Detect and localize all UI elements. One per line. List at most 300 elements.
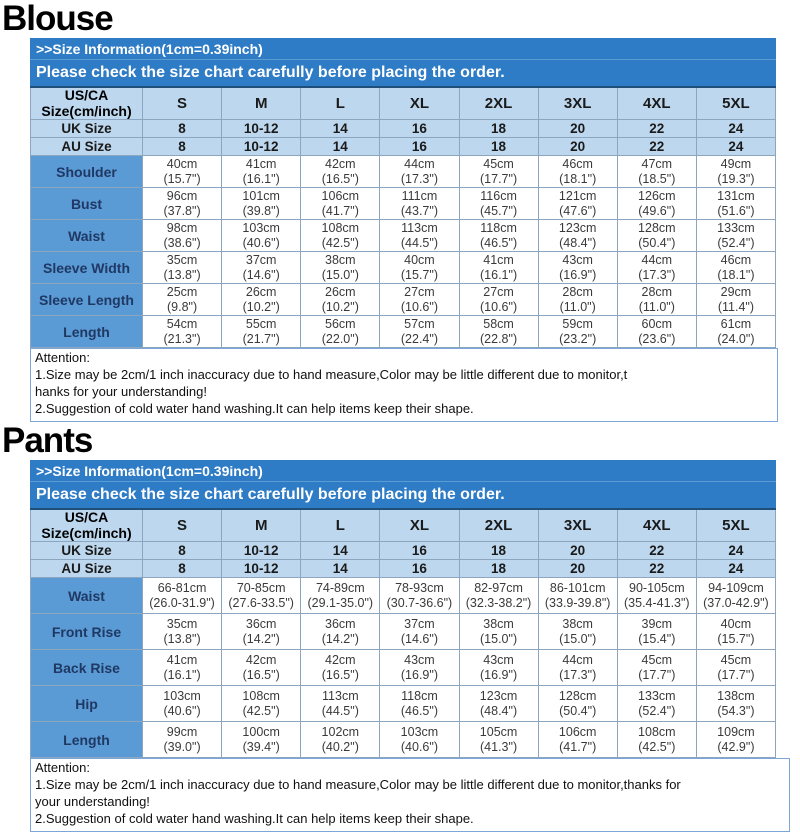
measure-cm-value: 49cm bbox=[720, 156, 752, 171]
measure-cell bbox=[222, 188, 301, 220]
measure-cm-value: 55cm bbox=[245, 316, 277, 331]
measure-inch-value: (24.0") bbox=[717, 331, 755, 346]
measure-cm-value: 106cm bbox=[558, 724, 597, 739]
au-size-row-value: 16 bbox=[380, 560, 459, 578]
measure-inch-value: (18.1") bbox=[717, 267, 755, 282]
corner-header bbox=[31, 509, 143, 542]
measure-cm-value: 44cm bbox=[404, 156, 435, 171]
measure-inch-value: (17.7") bbox=[717, 667, 755, 682]
measure-cm-value: 47cm bbox=[641, 156, 673, 171]
measure-cm-value: 128cm bbox=[558, 688, 597, 703]
measure-cm-value: 94-109cm bbox=[708, 580, 764, 595]
measure-inch-value: (23.2") bbox=[559, 331, 597, 346]
measure-inch-value: (21.7") bbox=[242, 331, 280, 346]
measure-cell bbox=[459, 220, 538, 252]
measure-cm-value: 37cm bbox=[245, 252, 277, 267]
measure-cm-value: 131cm bbox=[717, 188, 755, 203]
uk-size-row-value: 10-12 bbox=[222, 542, 301, 560]
uk-size-row-label: UK Size bbox=[31, 120, 143, 138]
measure-cm-value: 103cm bbox=[163, 688, 201, 703]
measure-cm-value: 25cm bbox=[166, 284, 198, 299]
measure-inch-value: (15.0") bbox=[480, 631, 518, 646]
measure-inch-value: (18.1") bbox=[559, 171, 597, 186]
measure-inch-value: (18.5") bbox=[638, 171, 676, 186]
measure-inch-value: (11.4") bbox=[717, 299, 755, 314]
measure-cm-value: 82-97cm bbox=[474, 580, 523, 595]
measure-cell bbox=[617, 686, 696, 722]
measure-cm-value: 118cm bbox=[401, 688, 438, 703]
uk-size-row-value: 16 bbox=[380, 542, 459, 560]
measure-cm-value: 113cm bbox=[322, 688, 359, 703]
measure-inch-value: (13.8") bbox=[163, 267, 201, 282]
measure-row bbox=[31, 722, 776, 758]
uk-size-row-value: 20 bbox=[538, 120, 617, 138]
measure-label: Sleeve Length bbox=[31, 284, 143, 316]
measure-cm-value: 78-93cm bbox=[395, 580, 444, 595]
measure-cell bbox=[222, 686, 301, 722]
measure-cm-value: 123cm bbox=[558, 220, 597, 235]
measure-cell bbox=[222, 316, 301, 348]
measure-cell bbox=[301, 284, 380, 316]
measure-inch-value: (17.3") bbox=[638, 267, 676, 282]
blouse-title: Blouse bbox=[2, 0, 113, 38]
au-size-row-label: AU Size bbox=[31, 138, 143, 156]
measure-cm-value: 74-89cm bbox=[315, 580, 365, 595]
measure-inch-value: (17.7") bbox=[480, 171, 518, 186]
attention-line: Attention: bbox=[35, 760, 90, 776]
au-size-row-value: 10-12 bbox=[222, 560, 301, 578]
measure-cm-value: 70-85cm bbox=[236, 580, 286, 595]
measure-inch-value: (16.1") bbox=[163, 667, 201, 682]
measure-cell bbox=[301, 220, 380, 252]
measure-cm-value: 126cm bbox=[638, 188, 676, 203]
measure-cell bbox=[538, 578, 617, 614]
measure-cm-value: 41cm bbox=[245, 156, 277, 171]
uk-size-row-value: 14 bbox=[301, 120, 380, 138]
measure-cell bbox=[696, 686, 775, 722]
measure-inch-value: (49.6") bbox=[638, 203, 676, 218]
uk-size-row bbox=[31, 120, 776, 138]
measure-inch-value: (54.3") bbox=[717, 703, 755, 718]
measure-inch-value: (10.2") bbox=[321, 299, 359, 314]
au-size-row-value: 8 bbox=[143, 560, 222, 578]
measure-cm-value: 96cm bbox=[166, 188, 198, 203]
measure-cm-value: 27cm bbox=[404, 284, 435, 299]
pants-attention-note bbox=[30, 758, 790, 832]
size-col-header: 4XL bbox=[617, 87, 696, 120]
measure-cm-value: 28cm bbox=[562, 284, 593, 299]
measure-inch-value: (42.5") bbox=[242, 703, 280, 718]
measure-cell bbox=[617, 252, 696, 284]
measure-row bbox=[31, 220, 776, 252]
attention-line: 2.Suggestion of cold water hand washing.It can help items keep their shape. bbox=[35, 810, 474, 826]
blouse-size-info-header: >>Size Information(1cm=0.39inch) bbox=[30, 38, 776, 60]
size-col-header: 5XL bbox=[696, 87, 775, 120]
uk-size-row-value: 24 bbox=[696, 120, 775, 138]
measure-inch-value: (40.6") bbox=[242, 235, 280, 250]
au-size-row-value: 22 bbox=[617, 560, 696, 578]
measure-inch-value: (27.6-33.5") bbox=[228, 595, 294, 610]
measure-inch-value: (21.3") bbox=[163, 331, 201, 346]
measure-inch-value: (22.0") bbox=[321, 331, 359, 346]
measure-cm-value: 45cm bbox=[720, 652, 752, 667]
au-size-row-value: 16 bbox=[380, 138, 459, 156]
measure-inch-value: (26.0-31.9") bbox=[149, 595, 215, 610]
measure-label: Shoulder bbox=[31, 156, 143, 188]
size-col-header: 2XL bbox=[459, 87, 538, 120]
measure-inch-value: (16.9") bbox=[480, 667, 518, 682]
measure-inch-value: (30.7-36.6") bbox=[386, 595, 453, 610]
measure-cell bbox=[617, 156, 696, 188]
size-col-header: M bbox=[222, 509, 301, 542]
measure-cell bbox=[538, 252, 617, 284]
measure-cm-value: 99cm bbox=[166, 724, 198, 739]
measure-cm-value: 109cm bbox=[717, 724, 755, 739]
au-size-row-label: AU Size bbox=[31, 560, 143, 578]
measure-inch-value: (17.7") bbox=[638, 667, 676, 682]
measure-cm-value: 42cm bbox=[325, 156, 356, 171]
measure-label: Length bbox=[31, 316, 143, 348]
measure-cell bbox=[617, 316, 696, 348]
uk-size-row-value: 10-12 bbox=[222, 120, 301, 138]
measure-inch-value: (15.7") bbox=[400, 267, 438, 282]
measure-inch-value: (50.4") bbox=[638, 235, 676, 250]
size-col-header: M bbox=[222, 87, 301, 120]
measure-cm-value: 60cm bbox=[641, 316, 673, 331]
au-size-row-value: 24 bbox=[696, 138, 775, 156]
measure-inch-value: (44.5") bbox=[400, 235, 438, 250]
size-col-header: 2XL bbox=[459, 509, 538, 542]
measure-cm-value: 59cm bbox=[562, 316, 593, 331]
measure-inch-value: (43.7") bbox=[400, 203, 438, 218]
measure-cell bbox=[222, 252, 301, 284]
au-size-row-value: 18 bbox=[459, 138, 538, 156]
measure-inch-value: (19.3") bbox=[717, 171, 755, 186]
measure-cell bbox=[696, 650, 775, 686]
measure-inch-value: (14.2") bbox=[321, 631, 359, 646]
measure-cm-value: 37cm bbox=[404, 616, 435, 631]
measure-cell bbox=[380, 614, 459, 650]
measure-cell bbox=[696, 156, 775, 188]
measure-cell bbox=[301, 316, 380, 348]
corner-header-line: US/CA bbox=[64, 87, 109, 103]
measure-cell bbox=[617, 578, 696, 614]
measure-inch-value: (15.0") bbox=[559, 631, 597, 646]
uk-size-row-value: 22 bbox=[617, 542, 696, 560]
measure-cm-value: 121cm bbox=[558, 188, 597, 203]
measure-cell bbox=[222, 156, 301, 188]
measure-row bbox=[31, 686, 776, 722]
au-size-row-value: 20 bbox=[538, 138, 617, 156]
measure-cm-value: 41cm bbox=[166, 652, 198, 667]
measure-inch-value: (52.4") bbox=[638, 703, 676, 718]
measure-cm-value: 46cm bbox=[720, 252, 752, 267]
measure-cell bbox=[222, 578, 301, 614]
measure-cm-value: 108cm bbox=[242, 688, 280, 703]
au-size-row-value: 18 bbox=[459, 560, 538, 578]
measure-cm-value: 43cm bbox=[483, 652, 514, 667]
measure-inch-value: (32.3-38.2") bbox=[465, 595, 532, 610]
measure-cell bbox=[459, 156, 538, 188]
au-size-row bbox=[31, 138, 776, 156]
measure-cell bbox=[459, 722, 538, 758]
measure-cm-value: 42cm bbox=[245, 652, 277, 667]
measure-cell bbox=[143, 252, 222, 284]
measure-inch-value: (40.2") bbox=[321, 739, 359, 754]
measure-cell bbox=[459, 614, 538, 650]
measure-cell bbox=[538, 188, 617, 220]
au-size-row-value: 14 bbox=[301, 560, 380, 578]
measure-cell bbox=[143, 686, 222, 722]
measure-inch-value: (11.0") bbox=[559, 299, 596, 314]
measure-inch-value: (17.3") bbox=[559, 667, 597, 682]
measure-cm-value: 90-105cm bbox=[629, 580, 685, 595]
pants-title: Pants bbox=[2, 420, 93, 460]
size-col-header: 5XL bbox=[696, 509, 775, 542]
measure-inch-value: (15.4") bbox=[638, 631, 676, 646]
measure-inch-value: (39.0") bbox=[163, 739, 201, 754]
au-size-row-value: 22 bbox=[617, 138, 696, 156]
measure-inch-value: (42.5") bbox=[638, 739, 676, 754]
measure-cell bbox=[538, 156, 617, 188]
measure-cm-value: 106cm bbox=[321, 188, 360, 203]
uk-size-row-label: UK Size bbox=[31, 542, 143, 560]
measure-inch-value: (48.4") bbox=[559, 235, 597, 250]
measure-inch-value: (22.4") bbox=[400, 331, 438, 346]
measure-cell bbox=[143, 284, 222, 316]
attention-line: Attention: bbox=[35, 350, 90, 366]
measure-inch-value: (38.6") bbox=[163, 235, 201, 250]
measure-cm-value: 105cm bbox=[479, 724, 518, 739]
measure-cell bbox=[301, 578, 380, 614]
au-size-row-value: 10-12 bbox=[222, 138, 301, 156]
size-col-header: XL bbox=[380, 509, 459, 542]
measure-cm-value: 103cm bbox=[242, 220, 280, 235]
measure-cm-value: 123cm bbox=[479, 688, 518, 703]
size-col-header: L bbox=[301, 87, 380, 120]
measure-row bbox=[31, 578, 776, 614]
uk-size-row-value: 24 bbox=[696, 542, 775, 560]
size-col-header: 3XL bbox=[538, 87, 617, 120]
size-col-header: S bbox=[143, 87, 222, 120]
measure-cell bbox=[538, 284, 617, 316]
blouse-attention-note bbox=[30, 348, 778, 422]
corner-header-line: Size(cm/inch) bbox=[41, 102, 132, 119]
measure-inch-value: (22.8") bbox=[480, 331, 518, 346]
measure-inch-value: (29.1-35.0") bbox=[307, 595, 374, 610]
measure-inch-value: (15.7") bbox=[717, 631, 755, 646]
measure-cell bbox=[301, 650, 380, 686]
measure-inch-value: (14.6") bbox=[400, 631, 438, 646]
measure-cm-value: 138cm bbox=[717, 688, 755, 703]
size-header-row bbox=[31, 87, 776, 120]
measure-cell bbox=[143, 722, 222, 758]
measure-cell bbox=[380, 284, 459, 316]
measure-inch-value: (35.4-41.3") bbox=[624, 595, 690, 610]
measure-label: Bust bbox=[31, 188, 143, 220]
measure-cm-value: 45cm bbox=[483, 156, 514, 171]
measure-inch-value: (15.0") bbox=[321, 267, 359, 282]
measure-cm-value: 28cm bbox=[641, 284, 673, 299]
measure-cell bbox=[617, 284, 696, 316]
measure-cell bbox=[301, 722, 380, 758]
attention-line: 1.Size may be 2cm/1 inch inaccuracy due to hand measure,Color may be little different due to monitor,thanks for bbox=[35, 777, 681, 793]
pants-size-info-header: >>Size Information(1cm=0.39inch) bbox=[30, 460, 776, 482]
measure-inch-value: (10.2") bbox=[242, 299, 280, 314]
size-col-header: 4XL bbox=[617, 509, 696, 542]
size-col-header: 3XL bbox=[538, 509, 617, 542]
blouse-size-chart-notice: Please check the size chart carefully before placing the order. bbox=[30, 60, 776, 86]
measure-cm-value: 40cm bbox=[166, 156, 198, 171]
measure-cm-value: 40cm bbox=[404, 252, 435, 267]
measure-cm-value: 43cm bbox=[562, 252, 593, 267]
measure-cm-value: 38cm bbox=[325, 252, 356, 267]
measure-cell bbox=[143, 316, 222, 348]
measure-cell bbox=[696, 578, 775, 614]
measure-cm-value: 111cm bbox=[401, 188, 438, 203]
measure-inch-value: (16.5") bbox=[321, 667, 359, 682]
measure-row bbox=[31, 650, 776, 686]
blouse-size-table bbox=[30, 86, 776, 348]
measure-cm-value: 44cm bbox=[641, 252, 673, 267]
measure-inch-value: (14.6") bbox=[242, 267, 280, 282]
measure-inch-value: (33.9-39.8") bbox=[544, 595, 611, 610]
measure-cm-value: 29cm bbox=[720, 284, 752, 299]
measure-cell bbox=[538, 614, 617, 650]
measure-cell bbox=[143, 188, 222, 220]
measure-inch-value: (39.4") bbox=[242, 739, 280, 754]
corner-header bbox=[31, 87, 143, 120]
uk-size-row-value: 14 bbox=[301, 542, 380, 560]
measure-cell bbox=[617, 188, 696, 220]
measure-cm-value: 39cm bbox=[641, 616, 673, 631]
corner-header-line: US/CA bbox=[64, 508, 109, 525]
measure-cm-value: 86-101cm bbox=[549, 580, 606, 595]
uk-size-row-value: 16 bbox=[380, 120, 459, 138]
measure-inch-value: (37.0-42.9") bbox=[703, 595, 769, 610]
measure-inch-value: (48.4") bbox=[480, 703, 518, 718]
attention-line: your understanding! bbox=[35, 794, 150, 810]
measure-cell bbox=[538, 316, 617, 348]
measure-inch-value: (23.6") bbox=[638, 331, 676, 346]
measure-cm-value: 57cm bbox=[404, 316, 435, 331]
measure-cm-value: 116cm bbox=[480, 188, 517, 203]
measure-cell bbox=[380, 722, 459, 758]
measure-inch-value: (42.9") bbox=[717, 739, 755, 754]
measure-cell bbox=[538, 722, 617, 758]
measure-cell bbox=[696, 188, 775, 220]
measure-cm-value: 38cm bbox=[562, 616, 593, 631]
pants-size-table bbox=[30, 508, 776, 758]
measure-inch-value: (42.5") bbox=[321, 235, 359, 250]
measure-inch-value: (16.1") bbox=[480, 267, 518, 282]
measure-cm-value: 36cm bbox=[245, 616, 277, 631]
measure-cell bbox=[222, 722, 301, 758]
measure-inch-value: (9.8") bbox=[166, 299, 198, 314]
measure-cm-value: 44cm bbox=[562, 652, 593, 667]
measure-cell bbox=[696, 316, 775, 348]
measure-cell bbox=[301, 686, 380, 722]
measure-cell bbox=[696, 722, 775, 758]
measure-label: Waist bbox=[31, 578, 143, 614]
attention-line: 1.Size may be 2cm/1 inch inaccuracy due to hand measure,Color may be little different due to monitor,t bbox=[35, 367, 628, 383]
measure-cell bbox=[380, 650, 459, 686]
measure-row bbox=[31, 252, 776, 284]
size-col-header: XL bbox=[380, 87, 459, 120]
measure-row bbox=[31, 614, 776, 650]
measure-cell bbox=[696, 614, 775, 650]
measure-cell bbox=[380, 188, 459, 220]
measure-cell bbox=[222, 284, 301, 316]
measure-inch-value: (46.5") bbox=[480, 235, 518, 250]
attention-line: hanks for your understanding! bbox=[35, 384, 207, 400]
pants-section bbox=[0, 422, 800, 832]
measure-inch-value: (10.6") bbox=[480, 299, 518, 314]
measure-cm-value: 61cm bbox=[720, 316, 752, 331]
measure-inch-value: (16.9") bbox=[400, 667, 438, 682]
measure-inch-value: (37.8") bbox=[163, 203, 201, 218]
measure-cm-value: 101cm bbox=[242, 188, 280, 203]
measure-cell bbox=[301, 156, 380, 188]
measure-cell bbox=[301, 252, 380, 284]
measure-cm-value: 108cm bbox=[321, 220, 360, 235]
measure-cell bbox=[222, 614, 301, 650]
measure-cell bbox=[143, 614, 222, 650]
uk-size-row-value: 22 bbox=[617, 120, 696, 138]
uk-size-row-value: 18 bbox=[459, 542, 538, 560]
measure-cell bbox=[538, 220, 617, 252]
measure-cm-value: 102cm bbox=[321, 724, 360, 739]
measure-cm-value: 35cm bbox=[166, 252, 198, 267]
au-size-row-value: 8 bbox=[143, 138, 222, 156]
size-header-row bbox=[31, 509, 776, 542]
measure-inch-value: (45.7") bbox=[480, 203, 518, 218]
measure-row bbox=[31, 284, 776, 316]
measure-cell bbox=[222, 650, 301, 686]
measure-cell bbox=[538, 686, 617, 722]
measure-inch-value: (41.7") bbox=[321, 203, 359, 218]
size-col-header: S bbox=[143, 509, 222, 542]
measure-row bbox=[31, 188, 776, 220]
measure-cm-value: 128cm bbox=[638, 220, 676, 235]
measure-cell bbox=[617, 614, 696, 650]
attention-line: 2.Suggestion of cold water hand washing.It can help items keep their shape. bbox=[35, 401, 474, 417]
measure-cell bbox=[538, 650, 617, 686]
measure-inch-value: (40.6") bbox=[163, 703, 201, 718]
measure-cm-value: 27cm bbox=[483, 284, 514, 299]
size-col-header: L bbox=[301, 509, 380, 542]
au-size-row-value: 14 bbox=[301, 138, 380, 156]
measure-cell bbox=[143, 156, 222, 188]
measure-cm-value: 46cm bbox=[562, 156, 593, 171]
pants-size-chart-notice: Please check the size chart carefully before placing the order. bbox=[30, 482, 776, 508]
measure-cm-value: 41cm bbox=[483, 252, 514, 267]
measure-label: Sleeve Width bbox=[31, 252, 143, 284]
measure-inch-value: (16.9") bbox=[559, 267, 597, 282]
measure-cm-value: 35cm bbox=[166, 616, 198, 631]
measure-cm-value: 54cm bbox=[166, 316, 198, 331]
measure-cell bbox=[459, 188, 538, 220]
measure-cm-value: 42cm bbox=[325, 652, 356, 667]
au-size-row bbox=[31, 560, 776, 578]
measure-cell bbox=[143, 650, 222, 686]
measure-cell bbox=[617, 650, 696, 686]
corner-header-line: Size(cm/inch) bbox=[41, 524, 132, 541]
measure-inch-value: (50.4") bbox=[559, 703, 597, 718]
measure-cm-value: 43cm bbox=[404, 652, 435, 667]
measure-cell bbox=[459, 650, 538, 686]
au-size-row-value: 20 bbox=[538, 560, 617, 578]
